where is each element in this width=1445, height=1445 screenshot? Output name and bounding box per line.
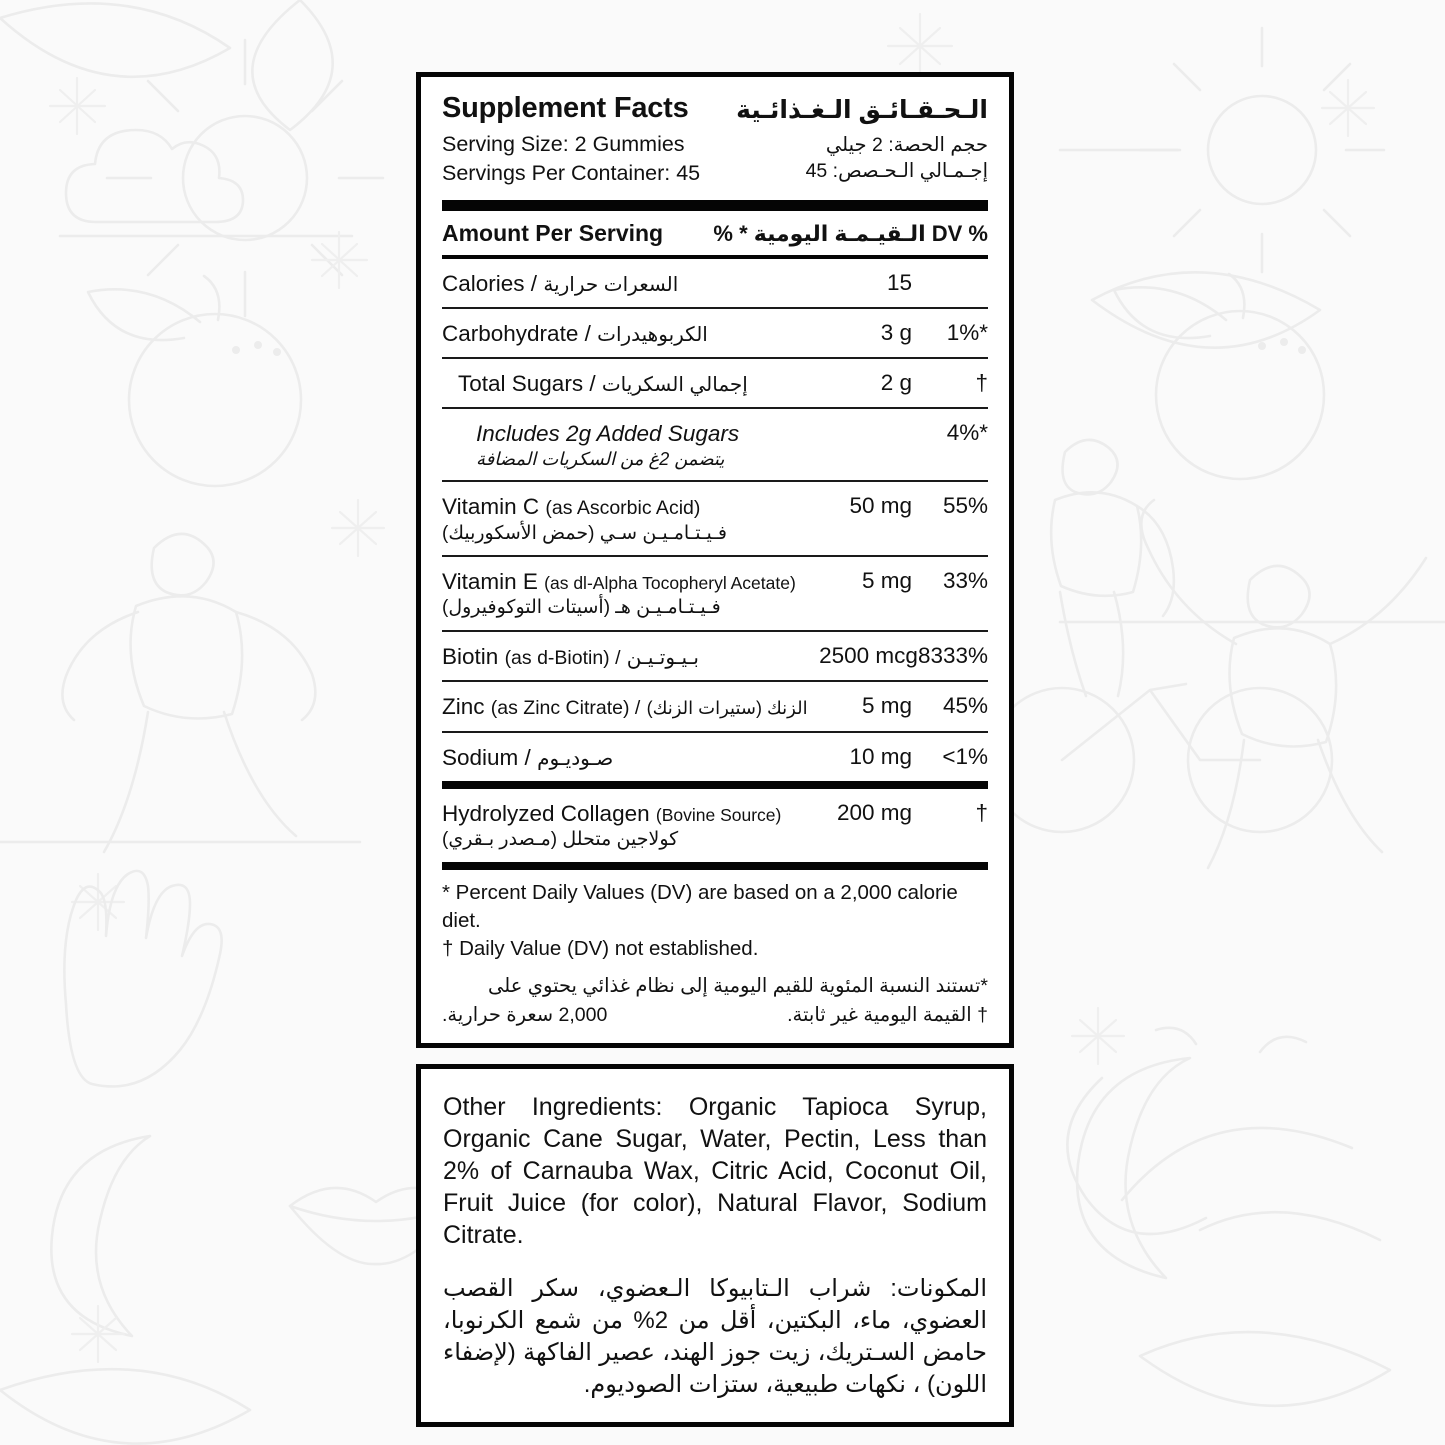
nutrient-name-en: Includes 2g Added Sugars — [476, 420, 740, 446]
nutrient-name-ar: الكربوهيدرات — [597, 323, 708, 346]
cloud-icon — [60, 130, 352, 236]
hand-icon — [64, 871, 221, 1087]
nutrient-name-ar: يتضمن 2غ من السكريات المضافة — [476, 448, 725, 469]
orange-fruit-icon — [88, 276, 301, 486]
daily-value-label: % DV الـقيـمـة اليومية * % — [713, 220, 988, 246]
nutrient-dv: 8333% — [917, 643, 988, 669]
footnote-dv-basis-en: * Percent Daily Values (DV) are based on a 2,000 calorie diet. — [442, 880, 958, 932]
facts-title-ar: الـحـقـائـق الـغـذائـية — [736, 96, 988, 125]
table-row — [442, 359, 988, 407]
nutrient-amount: 2500 mcg — [819, 643, 918, 669]
nutrient-name — [442, 643, 811, 670]
nutrient-amount: 15 — [886, 269, 912, 295]
nutrient-name-en: Total Sugars / — [458, 370, 596, 396]
table-row — [442, 789, 988, 862]
nutrient-amount: 2 g — [880, 369, 912, 395]
nutrient-name-en: Sodium / — [442, 744, 531, 770]
footnote-dv-not-established-en: † Daily Value (DV) not established. — [442, 937, 759, 961]
nutrient-name-sub: (as dl-Alpha Tocopheryl Acetate) — [544, 573, 796, 594]
nutrient-name-en: Biotin — [442, 644, 499, 670]
divider-thick-collagen-top — [442, 781, 988, 789]
supplement-label — [416, 72, 1014, 1427]
nutrient-dv: 55% — [942, 493, 988, 519]
nutrient-name — [458, 370, 873, 397]
nutrient-name-en: Zinc — [442, 694, 485, 720]
nutrient-name — [476, 420, 904, 471]
nutrient-name-ar: صـوديـوم — [537, 747, 614, 770]
flexing-figure-icon — [62, 534, 315, 852]
servings-per-container-en: Servings Per Container: 45 — [442, 161, 701, 186]
other-ingredients-en: Other Ingredients: Organic Tapioca Syrup, Organic Cane Sugar, Water, Pectin, Less than 2% of Carnauba Wax, Citric Acid, Coconut Oil, Fruit Juice (for color), Natural Flavor, Sodium Citrate. — [443, 1092, 987, 1249]
sun-icon — [107, 40, 383, 316]
other-ingredients-ar: المكونات: شراب الـتابيوكا الـعضوي، سكر القصب العضوي، ماء، البكتين، أقل من 2% من شمع الكرنوبا، حامض السـتريك، زيت جوز الهند، عصير الفاكهة (لإضفاء اللون) ، نكهات طبيعية، ستزات الصوديوم. — [443, 1274, 987, 1399]
footnote-dv-basis-ar: *تستند النسبة المئوية للقيم اليومية إلى نظام غذائي يحتوي على — [487, 975, 988, 998]
nutrient-name — [442, 320, 873, 347]
nutrient-amount: 5 mg — [861, 693, 912, 719]
nutrient-amount: 200 mg — [836, 799, 912, 825]
serving-info-en — [442, 130, 700, 187]
footnote-dv-not-established-ar: † القيمة اليومية غير ثابتة. — [787, 1003, 988, 1026]
amount-per-serving-label: Amount Per Serving — [442, 219, 664, 246]
nutrient-name-ar: الزنك (ستيرات الزنك) — [646, 698, 808, 719]
nutrient-amount: 3 g — [880, 319, 912, 345]
nutrient-dv: 4%* — [946, 419, 988, 445]
jumping-figure-icon — [1067, 1028, 1352, 1234]
nutrient-name-ar: بـيـوتـيـن — [626, 647, 699, 670]
nutrient-amount: 10 mg — [849, 743, 912, 769]
orange-fruit-icon — [1114, 274, 1324, 479]
nutrient-name-ar: السعرات حرارية — [543, 273, 679, 296]
nutrient-name-en: Hydrolyzed Collagen — [442, 800, 650, 826]
nutrient-name — [442, 493, 841, 545]
facts-header — [442, 93, 988, 123]
nutrient-name — [442, 568, 854, 620]
divider-thick-top — [442, 200, 988, 211]
facts-title-en: Supplement Facts — [442, 92, 689, 124]
nutrient-name-ar: إجمالي السكريات — [601, 373, 748, 396]
nutrient-name-en: Calories / — [442, 270, 538, 296]
footnote-calorie-ar: 2,000 سعرة حرارية. — [442, 1003, 608, 1026]
table-row — [442, 409, 988, 481]
nutrient-name-en: Vitamin C — [442, 494, 540, 520]
nutrient-name-sub: (as Zinc Citrate) / — [490, 697, 641, 720]
nutrient-name — [442, 744, 841, 771]
nutrient-name-sub: (as Ascorbic Acid) — [545, 497, 701, 520]
nutrient-dv: 1%* — [946, 319, 988, 345]
amount-per-serving-header — [442, 211, 988, 255]
table-row — [442, 557, 988, 630]
nutrient-name-sub: (as d-Biotin) / — [504, 647, 621, 670]
servings-per-container-ar: إجـمـالي الـحـصص: 45 — [805, 160, 988, 183]
divider-thick-collagen-bottom — [442, 862, 988, 870]
nutrient-name-ar: فـيـتـامـيـن سـي (حمض الأسكوربيك) — [442, 522, 727, 544]
nutrient-amount: 50 mg — [849, 493, 912, 519]
other-ingredients-panel — [416, 1064, 1014, 1427]
serving-info-ar — [806, 133, 988, 185]
footnotes — [442, 870, 988, 1029]
footnotes-ar — [442, 972, 988, 1029]
nutrient-name — [442, 693, 854, 720]
nutrient-name-en: Carbohydrate / — [442, 320, 591, 346]
nutrient-dv: 33% — [942, 568, 988, 594]
table-row — [442, 309, 988, 357]
nutrient-amount: 5 mg — [861, 568, 912, 594]
serving-size-en: Serving Size: 2 Gummies — [442, 132, 685, 157]
nutrient-name-ar: فـيـتـامـيـن هـ (أسيتات التوكوفيرول) — [442, 597, 721, 619]
nutrient-dv: † — [975, 799, 988, 825]
sun-icon — [1140, 28, 1384, 272]
nutrient-name-sub: (Bovine Source) — [655, 804, 782, 825]
nutrient-name-en: Vitamin E — [442, 569, 538, 595]
cyclist-figure-icon — [990, 440, 1332, 832]
nutrient-dv: <1% — [942, 743, 988, 769]
nutrient-dv: 45% — [942, 693, 988, 719]
nutrient-dv: † — [975, 369, 988, 395]
table-row — [442, 733, 988, 781]
jumping-figure-icon — [1141, 500, 1426, 868]
table-row — [442, 632, 988, 680]
footnote-ar-line2 — [442, 1001, 988, 1029]
nutrient-name — [442, 800, 829, 852]
supplement-facts-panel — [416, 72, 1014, 1048]
nutrient-name — [442, 270, 879, 297]
nutrient-name-ar: كولاجين متحلل (مـصدر بـقري) — [442, 828, 679, 850]
table-row — [442, 682, 988, 730]
serving-info — [442, 130, 988, 187]
serving-size-ar: حجم الحصة: 2 جيلي — [825, 134, 988, 157]
table-row — [442, 259, 988, 307]
table-row — [442, 482, 988, 555]
